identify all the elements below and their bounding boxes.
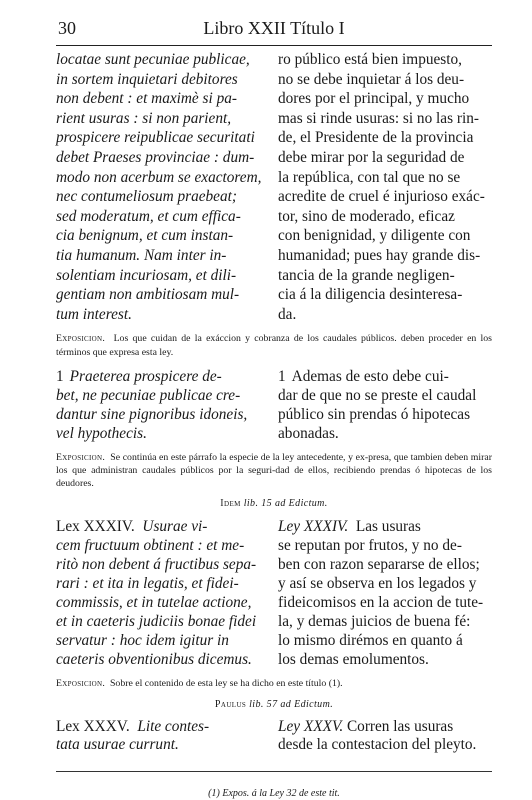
law-label: Lex XXXIV. <box>56 518 135 536</box>
spanish-line: con benignidad, y diligente con <box>278 227 471 245</box>
latin-line <box>56 718 268 737</box>
law-label: Ley XXXIV. <box>278 518 349 536</box>
spanish-line: público sin prendas ó hipotecas <box>278 405 471 423</box>
latin-column <box>56 367 268 443</box>
latin-line: gentiam non ambitiosam mul- <box>56 286 240 304</box>
exposicion-label: Exposicion. <box>56 451 106 463</box>
spanish-line: dores por el principal, y mucho <box>278 90 470 108</box>
header-rule <box>56 45 492 46</box>
law-label: Lex XXXV. <box>56 717 130 735</box>
latin-line: sed moderatum, et cum effica- <box>56 207 241 225</box>
source-cite: lib. 57 ad Edictum. <box>249 698 334 710</box>
paragraph-number: 1 <box>56 367 64 385</box>
latin-line: locatae sunt pecuniae publicae, <box>56 51 250 68</box>
spanish-line: ben con razon separarse de ellos; <box>278 556 480 574</box>
latin-line: cem fructuum obtinent : et me- <box>56 537 245 555</box>
spanish-line <box>278 517 492 536</box>
latin-text: Usurae vi- <box>142 518 208 536</box>
spanish-line: no se debe inquietar á los deu- <box>278 70 465 88</box>
source-citation <box>56 699 492 710</box>
exposicion-text: Se continúa en este párrafo la especie de la ley antecedente, y ex-presa, que tambien deben mirar los que administran caudales públicos por la seguri-dad de ellos, recibiendo prendas ó hipotecas de los deudores. <box>56 451 492 490</box>
latin-text: Lite contes- <box>137 717 210 735</box>
source-cite: lib. 15 ad Edictum. <box>243 498 328 510</box>
spanish-line: la, y demas juicios de buena fé: <box>278 613 471 631</box>
latin-line: bet, ne pecuniae publicae cre- <box>56 386 241 404</box>
section-2-columns <box>56 367 492 443</box>
latin-line: in sortem inquietari debitores <box>56 70 238 88</box>
exposicion-label: Exposicion. <box>56 678 106 690</box>
exposicion-label: Exposicion. <box>56 333 106 345</box>
footnote: (1) Expos. á la Ley 32 de este tit. <box>208 787 340 799</box>
spanish-line: la república, con tal que no se <box>278 168 461 186</box>
latin-line: dantur sine pignoribus idoneis, <box>56 405 248 423</box>
latin-line: solentiam incuriosam, et dili- <box>56 266 237 284</box>
latin-line: vel hypothecis. <box>56 424 147 442</box>
exposicion-note <box>56 451 492 491</box>
spanish-column <box>278 517 492 669</box>
paragraph-number: 1 <box>278 367 286 385</box>
latin-line: prospicere reipublicae securitati <box>56 129 255 147</box>
latin-text: Praeterea prospicere de- <box>69 367 222 385</box>
latin-line: nec contumeliosum praebeat; <box>56 188 237 206</box>
spanish-text: Ademas de esto debe cui- <box>291 367 449 385</box>
latin-line: cia benignum, et cum instan- <box>56 227 234 245</box>
spanish-line: desde la contestacion del pleyto. <box>278 736 477 754</box>
spanish-line: tor, sino de moderado, eficaz <box>278 207 455 225</box>
spanish-line: mas si rinde usuras: si no las rin- <box>278 109 479 127</box>
spanish-text: Las usuras <box>355 518 421 536</box>
exposicion-note <box>56 332 492 358</box>
spanish-line <box>278 718 492 737</box>
exposicion-note <box>56 677 492 690</box>
spanish-line: dar de que no se preste el caudal <box>278 386 477 404</box>
latin-column <box>56 718 268 755</box>
exposicion-text: Los que cuidan de la exáccion y cobranza de los caudales públicos. deben proceder en los términos que expresa esta ley. <box>56 333 492 358</box>
source-name: Idem <box>220 498 241 510</box>
spanish-line: tancia de la grande negligen- <box>278 266 455 284</box>
spanish-line: lo mismo dirémos en quanto á <box>278 632 463 650</box>
section-3-columns <box>56 517 492 669</box>
page-number: 30 <box>58 18 76 38</box>
spanish-line: abonadas. <box>278 424 339 442</box>
latin-line: tum interest. <box>56 305 132 323</box>
latin-line: tia humanum. Nam inter in- <box>56 246 227 264</box>
latin-line <box>56 517 268 536</box>
spanish-line: y así se observa en los legados y <box>278 575 477 593</box>
spanish-column <box>278 718 492 755</box>
spanish-line: acredite de cruel é injurioso exác- <box>278 188 485 206</box>
latin-line: rient usuras : si non parient, <box>56 109 232 127</box>
exposicion-text: Sobre el contenido de esta ley se ha dicho en este título (1). <box>109 678 343 690</box>
latin-line: ritò non debent á fructibus sepa- <box>56 556 257 574</box>
latin-column <box>56 50 268 324</box>
spanish-line: da. <box>278 305 297 323</box>
latin-line: non debent : et maximè si pa- <box>56 90 237 108</box>
spanish-line <box>278 367 492 386</box>
page-header <box>56 14 492 44</box>
source-name: Paulus <box>214 698 247 710</box>
spanish-line: de, el Presidente de la provincia <box>278 129 474 147</box>
source-citation <box>56 498 492 509</box>
latin-line: tata usurae currunt. <box>56 736 179 754</box>
section-1-columns <box>56 50 492 324</box>
section-4-columns <box>56 718 492 755</box>
latin-line: et in caeteris judiciis bonae fidei <box>56 613 257 631</box>
latin-line: rari : et ita in legatis, et fidei- <box>56 575 239 593</box>
spanish-line: cia á la diligencia desinteresa- <box>278 286 463 304</box>
footnote-rule <box>56 771 492 772</box>
spanish-line: fideicomisos en la accion de tute- <box>278 594 484 612</box>
latin-column <box>56 517 268 669</box>
spanish-line: ro público está bien impuesto, <box>278 51 462 68</box>
spanish-line: humanidad; pues hay grande dis- <box>278 246 481 264</box>
law-label: Ley XXXV. <box>278 717 344 735</box>
latin-line: modo non acerbum se exactorem, <box>56 168 262 186</box>
latin-line: commissis, et in tutelae actione, <box>56 594 252 612</box>
spanish-line: se reputan por frutos, y no de- <box>278 537 462 555</box>
latin-line <box>56 367 268 386</box>
latin-line: debet Praeses provinciae : dum- <box>56 148 255 166</box>
running-title: Libro XXII Título I <box>203 18 345 38</box>
spanish-line: los demas emolumentos. <box>278 651 429 669</box>
spanish-column <box>278 367 492 443</box>
spanish-column <box>278 50 492 324</box>
latin-line: caeteris obventionibus dicemus. <box>56 651 252 669</box>
spanish-text: Corren las usuras <box>346 717 454 735</box>
spanish-line: debe mirar por la seguridad de <box>278 148 465 166</box>
latin-line: servatur : hoc idem igitur in <box>56 632 229 650</box>
